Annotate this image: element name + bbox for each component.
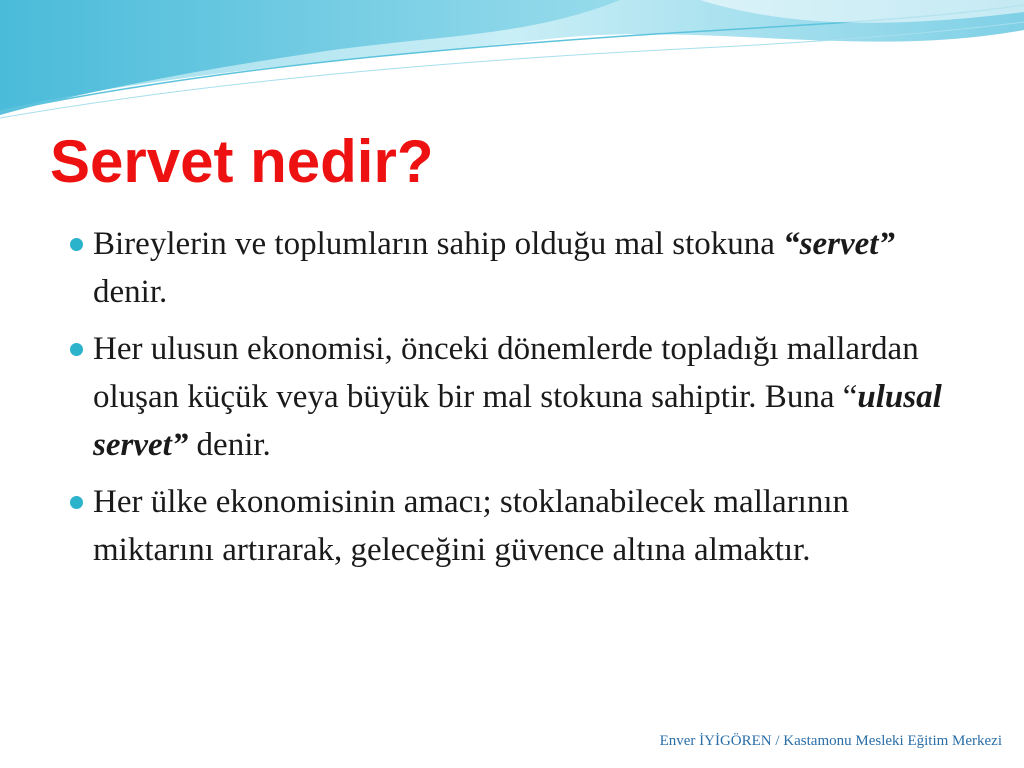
bullet-icon [70, 238, 83, 251]
bullet-icon [70, 343, 83, 356]
bullet-item [62, 478, 962, 574]
bullet-text: Bireylerin ve toplumların sahip olduğu mal stokuna [93, 226, 784, 262]
bullet-text-end: denir. [93, 274, 168, 310]
decorative-wave-header [0, 0, 1024, 140]
bullet-item [62, 220, 962, 316]
slide-title: Servet nedir? [50, 128, 434, 195]
bullet-item [62, 325, 962, 469]
footer-credit: Enver İYİGÖREN / Kastamonu Mesleki Eğitim Merkezi [659, 733, 1002, 749]
bullet-emphasis: ulusal servet” [93, 379, 942, 463]
bullet-text: Her ulusun ekonomisi, önceki dönemlerde topladığı mallardan oluşan küçük veya büyük bir mal stokuna sahiptir. Buna “ [93, 331, 919, 415]
bullet-emphasis: “servet” [783, 226, 895, 262]
bullet-icon [70, 496, 83, 509]
bullet-text-end: denir. [188, 427, 271, 463]
bullet-list [62, 220, 962, 583]
bullet-text: Her ülke ekonomisinin amacı; stoklanabilecek mallarının miktarını artırarak, geleceğini güvence altına almaktır. [93, 484, 850, 568]
